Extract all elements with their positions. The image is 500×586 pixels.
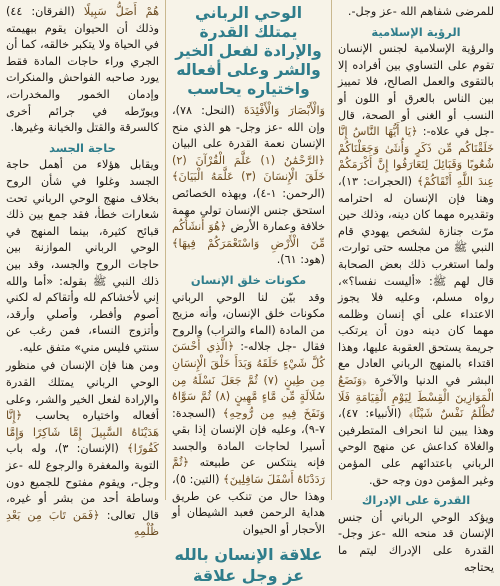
quran-verse: ﴿يَا أَيُّهَا النَّاسُ إِنَّا خَلَقْنَاكُم مِّن ذَكَرٍ وَأُنثَىٰ وَجَعَلْنَاكُمْ شُعُوبًا وَقَبَائِلَ لِتَعَارَفُوا إِنَّ أَكْرَمَكُمْ عِندَ اللَّهِ أَتْقَاكُمْ﴾ (338, 125, 494, 188)
paragraph-text: (الإنسان: ٣)، وله باب التوبة والمغفرة والرجوع لله -عز وجل-، ويقوم مفتوح للجميع دون وساطة أحد من بشر أو غيره، قال تعالى: (6, 442, 159, 522)
paragraph: ويؤكد الوحي الرباني أن جنس الإنسان قد منحه الله -عز وجل- القدرة على الإدراك ليتم ما يحتاجه (338, 510, 494, 574)
article-column-right (331, 0, 500, 574)
section-heading: مكونات خلق الإنسان (190, 272, 307, 287)
paragraph (338, 41, 494, 489)
quran-verse: ﴿الَّذِي أَحْسَنَ كُلَّ شَيْءٍ خَلَقَهُ وَبَدَأَ خَلْقَ الْإِنسَانِ مِن طِينٍ (٧) ثُمَّ جَعَلَ نَسْلَهُ مِن سُلَالَةٍ مِّن مَّاءٍ مَّهِينٍ (٨) ثُمَّ سَوَّاهُ وَنَفَخَ فِيهِ مِن رُّوحِهِ﴾ (172, 340, 325, 420)
paragraph-text: ومن هنا فإن الإنسان في منظور الوحي الرباني يمتلك القدرة والإرادة لفعل الخير والشر، وعلى أفعاله واختياره يحاسب (6, 359, 159, 423)
quran-verse: ﴿إِنَّا هَدَيْنَاهُ السَّبِيلَ إِمَّا شَاكِرًا وَإِمَّا كَفُورًا﴾ (6, 409, 159, 456)
paragraph-text: وقد بيّن لنا الوحي الرباني مكونات خلق الإنسان، وأنه مزيج من المادة (الماء والتراب) والروح فقال -جل جلاله-: (172, 290, 326, 354)
paragraph: ويقابل هؤلاء من أهمل حاجة الجسد وغلوا في شأن الروح بخلاف منهج الوحي الرباني تحت شعارات خطأ، فقد جمع بين ذلك قبائح كثيرة، بينما المنهج في الوحي الرباني الموازنة بين حاجات الروح والجسد، وقد بين ذلك النبي ﷺ بقوله: «أما والله إني لأخشاكم لله وأتقاكم له لكني أصوم وأفطر، وأصلي وأرقد، وأتزوج النساء، فمن رغب عن سنتي فليس مني» متفق عليه. (6, 158, 159, 354)
paragraph-text: والرؤية الإسلامية لجنس الإنسان تقوم على التساوي بين أفراده إلا بالتقوى والعمل الصالح، فلا تمييز بين الناس بالعرق أو اللون أو النسب أو الغنى أو الصحة، قال -جل في علاه-: (338, 42, 495, 139)
paragraph (172, 290, 325, 539)
paragraph (6, 4, 159, 137)
quran-verse: وَالْأَبْصَارَ وَالْأَفْئِدَةَ (244, 104, 325, 117)
quran-verse: ﴿ثُمَّ رَدَدْنَاهُ أَسْفَلَ سَافِلِينَ﴾ (172, 456, 325, 487)
section-heading: حاجة الجسد (49, 140, 116, 155)
paragraph-text: (الرحمن: ١-٤)، وبهذه الخصائص استحق جنس الإنسان تولي مهمة خلافة وعمارة الأرض (172, 186, 325, 234)
paragraph-text: (الحجرات: ١٣)، وهنا فإن الإنسان له احترامه وتقديره مهما كان دينه، وذلك حين مرّت جنازة لشخص يهودي قام النبي ﷺ من مجلسه حتى توارت، ولما استغرب ذلك بعض الصحابة قال لهم ﷺ: «أليست نفسا؟»، رواه مسلم، وعليه فلا يجوز الاعتداء على أي إنسان وظلمه مهما كان دينه دون أن يرتكب جريمة يستحق العقوبة عليها، وهذا اقتداء بالمنهج الرباني العادل مع البشر في الدنيا والآخرة (338, 174, 494, 388)
paragraph (6, 358, 159, 541)
paragraph: للمرضى شفاهم الله -عز وجل-. (347, 5, 494, 18)
paragraph-text: (النحل: ٧٨)، وإن الله -عز وجل- هو الذي منح الإنسان نعمة القدرة على البيان (172, 104, 325, 151)
quran-verse: ﴿وَنَضَعُ الْمَوَازِينَ الْقِسْطَ لِيَوْمِ الْقِيَامَةِ فَلَا تُظْلَمُ نَفْسٌ شَيْئًا﴾ (338, 374, 495, 421)
paragraph-text: (الفرقان: ٤٤) وذلك أن الحيوان يقوم ببهيمته في الحياة ولا يتكبر خالقه، كما أن الجري وراء حاجات المادة فقط يورد صاحبه الفواحش والمنكرات وإدمان الخمور والمخدرات، ويورّطه في جرائم أخرى كالسرقة والقتل والخيانة وغيرها. (6, 5, 159, 135)
paragraph-text: (التين: ٥)، وهذا حال من تنكب عن طريق هداية الرحمن فعبد الشيطان أو الأحجار أو الحيوان (172, 473, 325, 536)
paragraph-text: (هود: ٦١). (276, 253, 325, 267)
article-column-left (0, 0, 165, 539)
paragraph-text: (السجدة: ٧-٩)، وعليه فإن الإنسان إذا بقي أسيرا لحاجات المادة والجسد فإنه ينتكس عن طبيعته (172, 406, 326, 470)
quran-verse: هُمْ أَضَلُّ سَبِيلًا (83, 5, 160, 18)
article-headline-bottom: علاقة الإنسان بالله عز وجل علاقة (174, 545, 323, 586)
quran-verse: ﴿الرَّحْمَٰنُ (١) عَلَّمَ الْقُرْآنَ (٢) خَلَقَ الْإِنسَانَ (٣) عَلَّمَهُ الْبَيَانَ﴾ (172, 153, 325, 184)
section-heading: الرؤية الإسلامية (371, 24, 461, 39)
paragraph-text: (الأنبياء: ٤٧)، وهذا يبين لنا انحراف المتطرفين والغلاة كداعش عن منهج الوحي الرباني باعتدائهم على المؤمن وغير المؤمن دون وجه حق. (338, 407, 494, 487)
section-heading: القدرة على الإدراك (361, 493, 471, 508)
article-column-middle (165, 0, 331, 586)
paragraph (172, 103, 325, 269)
quran-verse: ﴿فَمَن تَابَ مِن بَعْدِ ظُلْمِهِ (6, 508, 159, 539)
article-headline: الوحي الرباني يمتلك القدرة والإرادة لفعل الخير والشر وعلى أفعاله واختياره يحاسب (175, 4, 322, 98)
quran-verse: ﴿هُوَ أَنشَأَكُم مِّنَ الْأَرْضِ وَاسْتَعْمَرَكُمْ فِيهَا﴾ (172, 220, 325, 250)
